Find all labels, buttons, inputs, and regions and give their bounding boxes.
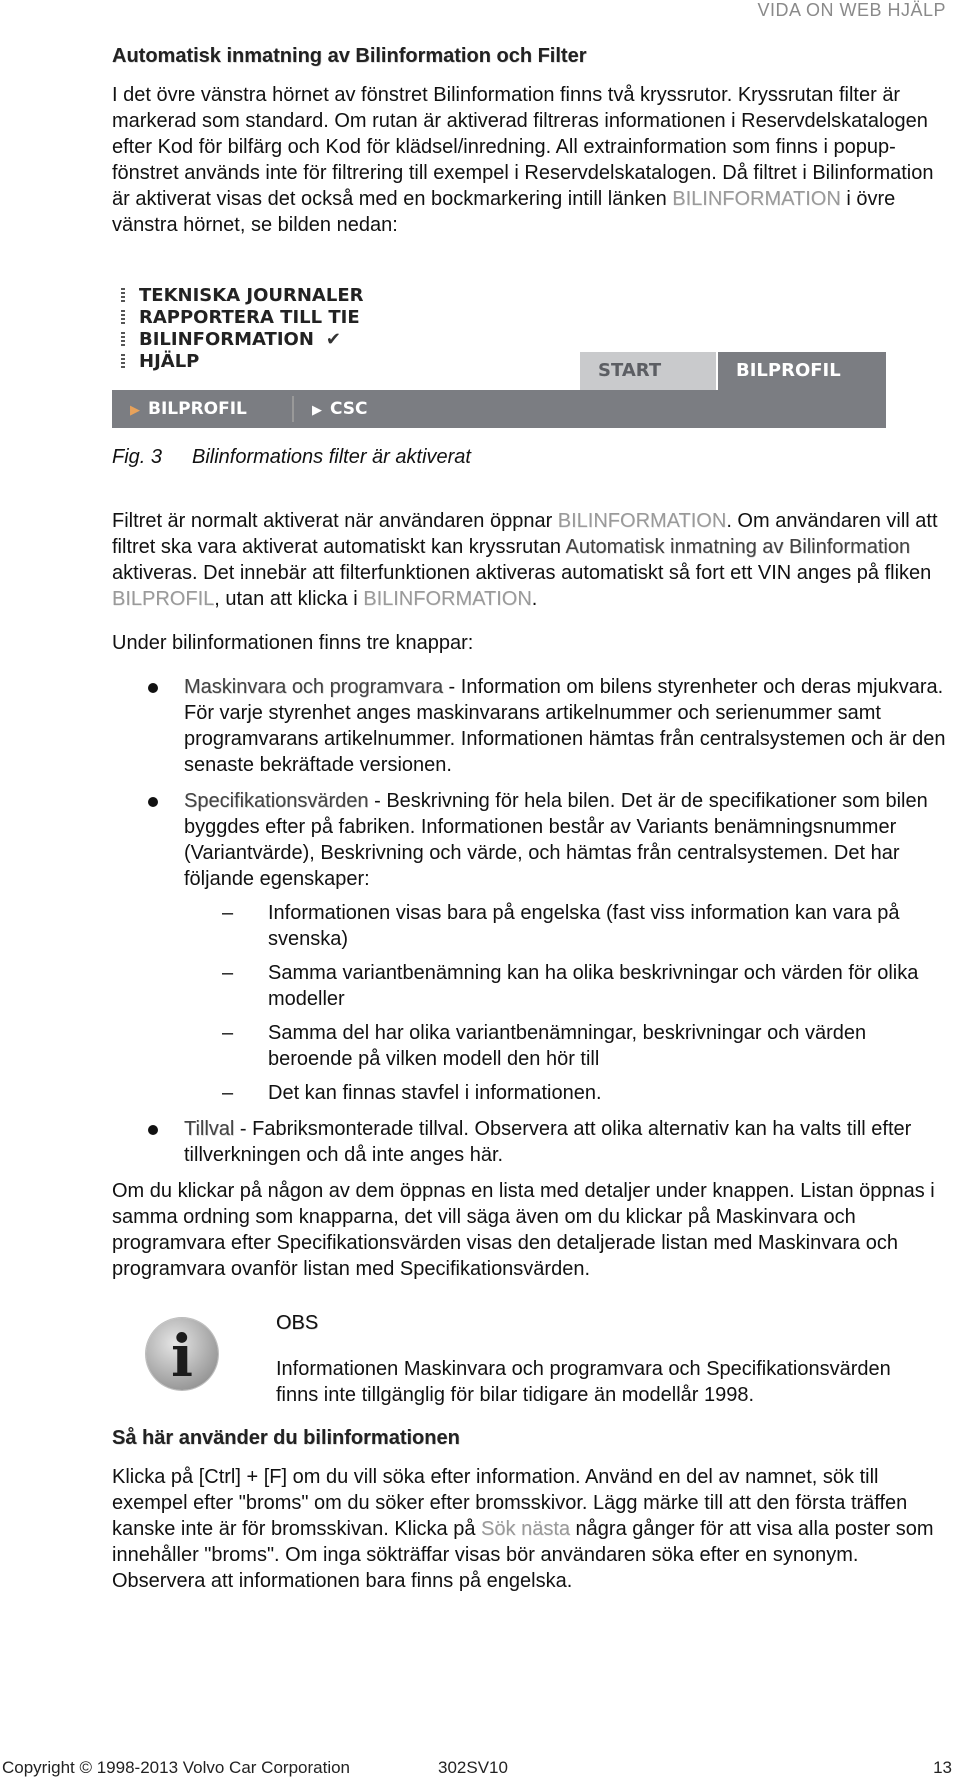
bullet-icon bbox=[148, 683, 158, 693]
dash-icon: – bbox=[222, 962, 234, 984]
section-heading-sa-har: Så här använder du bilinformationen bbox=[112, 1427, 460, 1449]
button-list bbox=[112, 674, 948, 1168]
info-icon bbox=[146, 1318, 218, 1390]
caption-text: Bilinformations filter är aktiverat bbox=[192, 446, 471, 468]
grip-icon bbox=[121, 354, 125, 368]
intro-paragraph bbox=[112, 82, 948, 238]
list-item-specifikationsvarden bbox=[112, 788, 948, 1106]
grip-icon bbox=[121, 288, 125, 302]
info-letter: i bbox=[170, 1322, 194, 1390]
automatisk-inmatning-ref: Automatisk inmatning av Bilinformation bbox=[565, 536, 911, 558]
term: Specifikationsvärden bbox=[184, 790, 369, 812]
text-run: i övre vänstra hörnet, se bilden nedan: bbox=[112, 188, 896, 236]
bilprofil-link[interactable]: BILPROFIL bbox=[112, 588, 215, 610]
list-explanation-paragraph: Om du klickar på någon av dem öppnas en lista med detaljer under knappen. Listan öppnas i samma ordning som knapparna, det vill säga även om du klickar på Maskinvara och programvara efter Specifikationsvärden visas den detaljerade listan med Maskinvara och programvara ovanför listan med Specifikationsvärden. bbox=[112, 1180, 935, 1280]
text-run: Det kan finnas stavfel i informationen. bbox=[268, 1082, 602, 1104]
caption-number: Fig. 3 bbox=[112, 446, 163, 468]
bilinformation-link[interactable]: BILINFORMATION bbox=[672, 188, 841, 210]
list-item-maskinvara bbox=[112, 674, 948, 778]
sok-nasta-link[interactable]: Sök nästa bbox=[481, 1518, 570, 1540]
text-run: . Om användaren vill att filtret ska vara aktiverat automatiskt kan kryssrutan bbox=[112, 510, 938, 558]
arrow-right-icon: ▶ bbox=[130, 403, 140, 418]
text-run: Samma del har olika variantbenämningar, beskrivningar och värden beroende på vilken modell den hör till bbox=[268, 1022, 867, 1070]
list-item bbox=[184, 900, 948, 952]
page-number: 13 bbox=[933, 1758, 952, 1777]
note-title: OBS bbox=[276, 1312, 319, 1334]
menu-item-rapportera[interactable] bbox=[112, 306, 512, 328]
copyright-text: Copyright © 1998-2013 Volvo Car Corporation bbox=[2, 1758, 351, 1777]
running-header: VIDA ON WEB HJÄLP bbox=[757, 0, 946, 20]
text-run: Informationen visas bara på engelska (fast viss information kan vara på svenska) bbox=[268, 902, 900, 950]
dash-icon: – bbox=[222, 902, 234, 924]
text-run: , utan att klicka i bbox=[214, 588, 364, 610]
text-run: Klicka på [Ctrl] + [F] om du vill söka efter information. Använd en del av namnet, sök till exempel efter "broms" om du söker efter bromsskivor. Lägg märke till att den första träffen kanske inte är för bromsskivan. Klicka på bbox=[112, 1466, 908, 1540]
arrow-right-icon: ▶ bbox=[312, 403, 322, 418]
figure-screenshot bbox=[112, 284, 886, 428]
figure-caption bbox=[112, 444, 948, 470]
top-menu bbox=[112, 284, 512, 372]
menu-item-label: BILINFORMATION bbox=[139, 328, 314, 350]
page-content bbox=[112, 44, 948, 1594]
buttons-intro: Under bilinformationen finns tre knappar: bbox=[112, 632, 474, 654]
term: Maskinvara och programvara bbox=[184, 676, 443, 698]
dash-icon: – bbox=[222, 1082, 234, 1104]
menu-item-bilinformation[interactable] bbox=[112, 328, 512, 350]
page-footer bbox=[0, 1744, 960, 1782]
note-text: Informationen Maskinvara och programvara och Specifikationsvärden finns inte tillgänglig för bilar tidigare än modellår 1998. bbox=[276, 1358, 891, 1406]
sub-navigation-bar bbox=[112, 390, 886, 428]
text-run: - Information om bilens styrenheter och deras mjukvara. För varje styrenhet anges maskinvarans artikelnummer och serienummer samt programvarans artikelnummer. Informationen hämtas från centralsystemen och är den senaste bekräftade versionen. bbox=[184, 676, 946, 776]
text-run: Samma variantbenämning kan ha olika beskrivningar och värden för olika modeller bbox=[268, 962, 919, 1010]
properties-list bbox=[184, 900, 948, 1106]
subnav-label: BILPROFIL bbox=[148, 399, 247, 419]
checkmark-icon: ✔ bbox=[325, 328, 341, 350]
text-run: I det övre vänstra hörnet av fönstret Bilinformation finns två kryssrutor. Kryssrutan filter är markerad som standard. Om rutan är aktiverad filtreras informationen i Reservdelskatalogen efter Kod för bilfärg och Kod för klädsel/inredning. All extrainformation som finns i popup-fönstret används inte för filtrering till exempel i Reservdelskatalogen. Då filtret i Bilinformation är aktiverat visas det också med en bockmarkering intill länken bbox=[112, 84, 934, 210]
text-run: - Beskrivning för hela bilen. Det är de specifikationer som bilen byggdes efter på fabriken. Informationen består av Variants benämningsnummer (Variantvärde), Beskrivning och värde, och hämtas från centralsystemen. Det har följande egenskaper: bbox=[184, 790, 928, 890]
menu-item-label: TEKNISKA JOURNALER bbox=[139, 284, 364, 306]
bilinformation-link[interactable]: BILINFORMATION bbox=[363, 588, 532, 610]
grip-icon bbox=[121, 310, 125, 324]
text-run: några gånger för att visa alla poster som innehåller "broms". Om inga sökträffar visas bör användaren söka efter en synonym. Observera att informationen bara finns på engelska. bbox=[112, 1518, 934, 1592]
text-run: Filtret är normalt aktiverat när användaren öppnar bbox=[112, 510, 558, 532]
list-item-tillval bbox=[112, 1116, 948, 1168]
bullet-icon bbox=[148, 797, 158, 807]
tab-bilprofil[interactable]: BILPROFIL bbox=[718, 352, 886, 390]
dash-icon: – bbox=[222, 1022, 234, 1044]
text-run: aktiveras. Det innebär att filterfunktionen aktiveras automatiskt så fort ett VIN anges på fliken bbox=[112, 562, 932, 584]
search-paragraph bbox=[112, 1464, 948, 1594]
list-item bbox=[184, 1080, 948, 1106]
document-id: 302SV10 bbox=[438, 1758, 508, 1777]
bullet-icon bbox=[148, 1125, 158, 1135]
subnav-bilprofil[interactable] bbox=[130, 390, 247, 428]
menu-item-label: RAPPORTERA TILL TIE bbox=[139, 306, 360, 328]
note-box bbox=[112, 1310, 948, 1420]
list-item bbox=[184, 1020, 948, 1072]
menu-item-hjalp[interactable] bbox=[112, 350, 512, 372]
filter-paragraph bbox=[112, 508, 948, 612]
menu-item-label: HJÄLP bbox=[139, 350, 200, 372]
text-run: - Fabriksmonterade tillval. Observera att olika alternativ kan ha valts till efter tillverkningen och då inte anges här. bbox=[184, 1118, 912, 1166]
term: Tillval bbox=[184, 1118, 235, 1140]
tab-start[interactable]: START bbox=[580, 352, 716, 390]
grip-icon bbox=[121, 332, 125, 346]
subnav-csc[interactable] bbox=[312, 390, 368, 428]
divider bbox=[292, 396, 294, 422]
menu-item-tekniska-journaler[interactable] bbox=[112, 284, 512, 306]
list-item bbox=[184, 960, 948, 1012]
text-run: . bbox=[531, 588, 538, 610]
section-heading-automatisk: Automatisk inmatning av Bilinformation och Filter bbox=[112, 45, 587, 67]
bilinformation-link[interactable]: BILINFORMATION bbox=[557, 510, 727, 532]
subnav-label: CSC bbox=[330, 399, 368, 419]
